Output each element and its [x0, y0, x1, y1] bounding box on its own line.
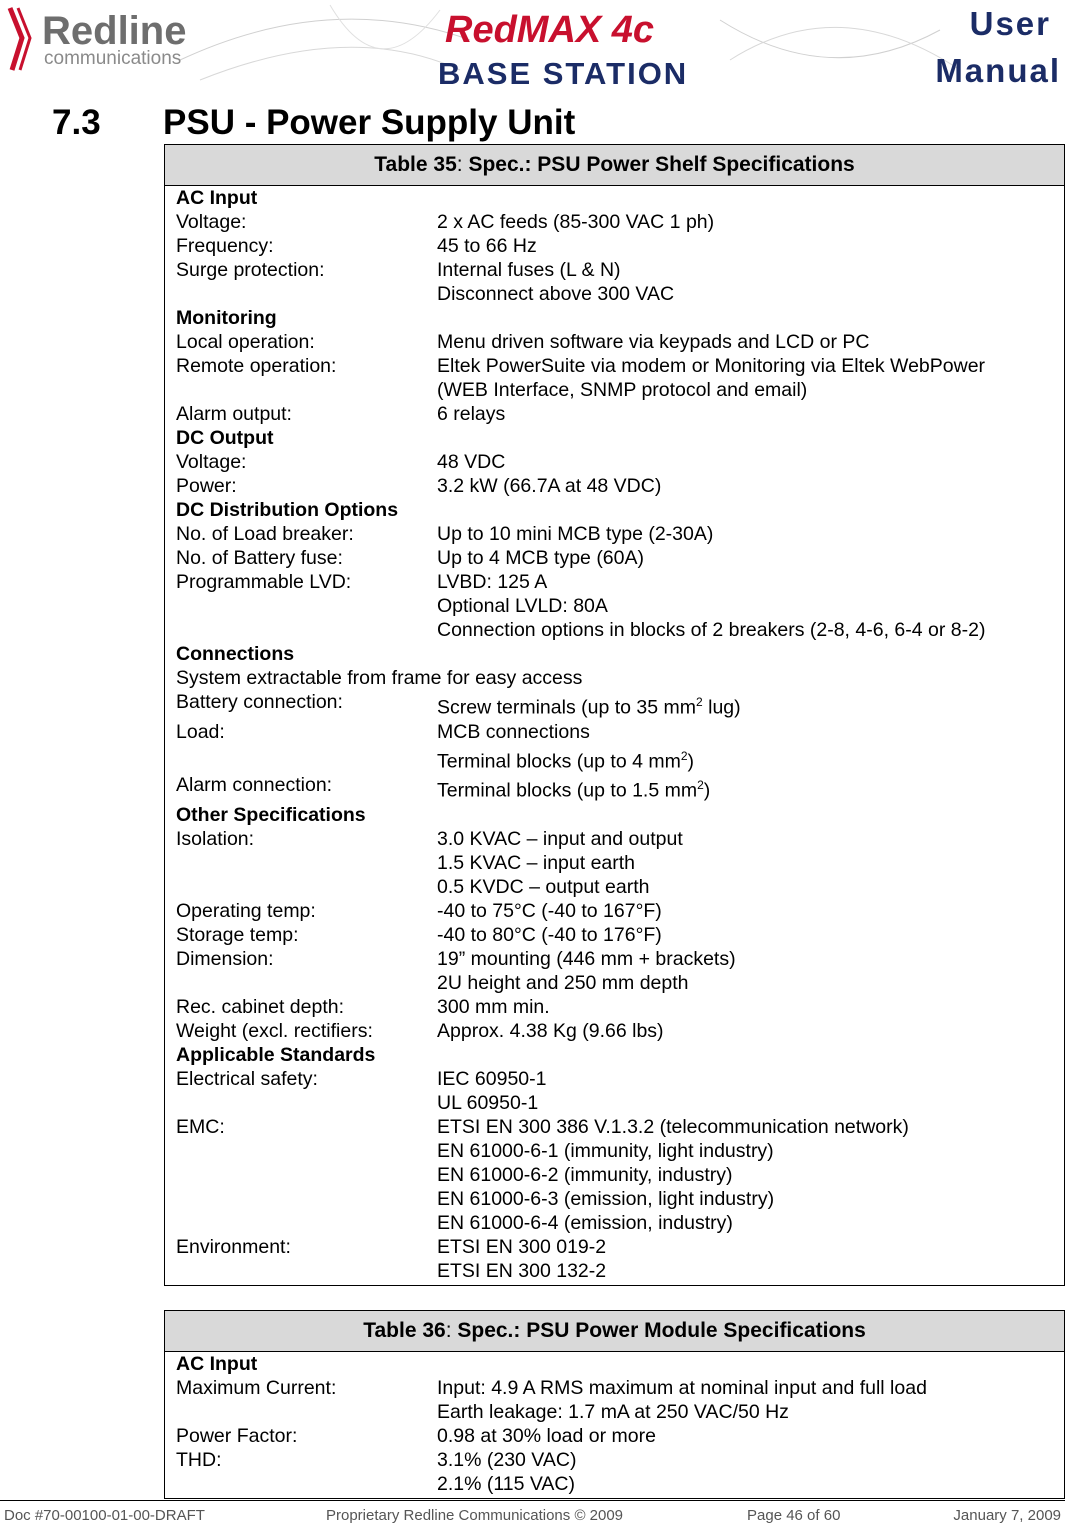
redline-logo [4, 2, 214, 79]
spec-value: Approx. 4.38 Kg (9.66 lbs) [437, 1019, 664, 1042]
spec-value: 0.5 KVDC – output earth [437, 875, 650, 898]
spec-value-text: Terminal blocks (up to 1.5 mm [437, 779, 698, 802]
psu-power-module-spec-table [164, 1310, 1065, 1499]
spec-value-superscript: 2 [680, 748, 688, 763]
page-header [0, 0, 1065, 100]
spec-label: EMC: [176, 1115, 225, 1138]
spec-row [176, 947, 1064, 971]
spec-row [176, 1376, 1064, 1400]
psu-power-shelf-spec-table [164, 144, 1065, 1286]
spec-row [176, 330, 1064, 354]
table-caption-separator: : [456, 153, 463, 176]
spec-label [176, 1139, 437, 1163]
spec-value: 19” mounting (446 mm + brackets) [437, 947, 736, 970]
spec-value: MCB connections [437, 720, 590, 743]
redline-logo-subtext: communications [44, 48, 182, 69]
spec-value: 3.0 KVAC – input and output [437, 827, 683, 850]
spec-label [176, 1091, 437, 1115]
spec-value: EN 61000-6-4 (emission, industry) [437, 1211, 733, 1234]
spec-value: Up to 10 mini MCB type (2-30A) [437, 523, 714, 545]
spec-value: IEC 60950-1 [437, 1067, 547, 1090]
spec-value: 48 VDC [437, 451, 506, 473]
spec-label: No. of Battery fuse: [176, 547, 343, 569]
spec-row [176, 258, 1064, 282]
table-title: Spec.: PSU Power Module Specifications [451, 1319, 866, 1342]
table-body [165, 1352, 1064, 1498]
spec-value: 300 mm min. [437, 995, 550, 1018]
spec-label: Frequency: [176, 235, 274, 257]
spec-value: 3.1% (230 VAC) [437, 1449, 577, 1471]
spec-value: 0.98 at 30% load or more [437, 1425, 656, 1447]
table-title: Spec.: PSU Power Shelf Specifications [462, 153, 855, 176]
spec-label: Weight (excl. rectifiers: [176, 1019, 373, 1042]
spec-row [176, 1115, 1064, 1139]
spec-value: -40 to 80°C (-40 to 176°F) [437, 923, 662, 946]
spec-value [437, 690, 1064, 720]
spec-row [176, 971, 1064, 995]
spec-label: Voltage: [176, 451, 247, 473]
spec-value: 2.1% (115 VAC) [437, 1473, 576, 1495]
spec-row [176, 594, 1064, 618]
spec-label: Dimension: [176, 947, 274, 970]
spec-label: Environment: [176, 1235, 291, 1258]
page-footer [0, 1500, 1065, 1524]
spec-label [176, 744, 437, 774]
spec-label: Programmable LVD: [176, 571, 352, 593]
spec-value: (WEB Interface, SNMP protocol and email) [437, 379, 808, 401]
spec-value-superscript: 2 [697, 778, 704, 792]
footer-doc-id: Doc #70-00100-01-00-DRAFT [4, 1507, 205, 1524]
spec-row [176, 1235, 1064, 1259]
spec-row [176, 1091, 1064, 1115]
doc-type-line1: User [969, 5, 1051, 42]
spec-label: Power: [176, 475, 237, 497]
spec-note: System extractable from frame for easy access [176, 667, 583, 689]
spec-value: 6 relays [437, 403, 506, 425]
spec-value-text: ) [687, 750, 695, 772]
footer-page-number: Page 46 of 60 [747, 1507, 841, 1524]
spec-label: Voltage: [176, 211, 247, 233]
spec-row [176, 773, 1064, 803]
product-subtitle: BASE STATION [438, 56, 689, 91]
spec-label: Maximum Current: [176, 1377, 337, 1399]
spec-row [176, 1448, 1064, 1472]
spec-value: 2U height and 250 mm depth [437, 971, 689, 994]
spec-value: Eltek PowerSuite via modem or Monitoring via Eltek WebPower [437, 355, 986, 377]
doc-type-line2: Manual [935, 52, 1061, 89]
spec-row [176, 1139, 1064, 1163]
spec-row [176, 402, 1064, 426]
spec-row [176, 1472, 1064, 1496]
spec-row [176, 995, 1064, 1019]
table-label: Table 35 [374, 153, 457, 176]
spec-value-text: Terminal blocks (up to 4 mm [437, 750, 681, 772]
spec-value: 3.2 kW (66.7A at 48 VDC) [437, 475, 662, 497]
spec-value: UL 60950-1 [437, 1091, 539, 1114]
spec-row [176, 875, 1064, 899]
table-caption [165, 145, 1064, 186]
spec-label: Alarm connection: [176, 774, 333, 796]
spec-value: 45 to 66 Hz [437, 235, 537, 257]
spec-row [176, 354, 1064, 378]
spec-value: LVBD: 125 A [437, 571, 548, 593]
spec-section-heading: AC Input [176, 1353, 258, 1375]
spec-row [176, 1400, 1064, 1424]
spec-row [176, 378, 1064, 402]
spec-row [176, 690, 1064, 720]
spec-label: Storage temp: [176, 923, 299, 946]
footer-date: January 7, 2009 [953, 1507, 1061, 1524]
spec-section-heading: DC Output [176, 427, 274, 449]
spec-value: EN 61000-6-2 (immunity, industry) [437, 1163, 733, 1186]
spec-row [176, 210, 1064, 234]
spec-row [176, 827, 1064, 851]
spec-section-heading: Connections [176, 643, 295, 665]
spec-value: ETSI EN 300 386 V.1.3.2 (telecommunication network) [437, 1115, 909, 1138]
spec-value: Connection options in blocks of 2 breakers (2-8, 4-6, 6-4 or 8-2) [437, 619, 986, 641]
spec-value-text: lug) [702, 696, 741, 719]
spec-label [176, 282, 437, 306]
spec-label: Power Factor: [176, 1425, 298, 1447]
spec-value: EN 61000-6-1 (immunity, light industry) [437, 1139, 774, 1162]
spec-value: Disconnect above 300 VAC [437, 283, 675, 305]
spec-value [437, 773, 1064, 803]
spec-value: ETSI EN 300 132-2 [437, 1259, 607, 1282]
spec-label [176, 618, 437, 642]
spec-label: THD: [176, 1449, 222, 1471]
spec-value: Earth leakage: 1.7 mA at 250 VAC/50 Hz [437, 1401, 789, 1423]
spec-label [176, 594, 437, 618]
spec-row [176, 618, 1064, 642]
redmax-logo [445, 4, 715, 57]
spec-row [176, 570, 1064, 594]
spec-row [176, 1424, 1064, 1448]
spec-value: 2 x AC feeds (85-300 VAC 1 ph) [437, 211, 715, 233]
spec-row [176, 851, 1064, 875]
spec-value: Optional LVLD: 80A [437, 595, 608, 617]
table-caption-separator: : [445, 1319, 452, 1342]
footer-copyright: Proprietary Redline Communications © 2009 [326, 1507, 624, 1524]
section-number: 7.3 [52, 103, 101, 142]
spec-label [176, 1400, 437, 1424]
spec-label [176, 1472, 437, 1496]
spec-row [176, 1211, 1064, 1235]
spec-row [176, 1187, 1064, 1211]
spec-value: -40 to 75°C (-40 to 167°F) [437, 899, 662, 922]
spec-value: Menu driven software via keypads and LCD or PC [437, 331, 870, 353]
spec-row [176, 1259, 1064, 1283]
section-title: PSU - Power Supply Unit [163, 103, 576, 142]
spec-row [176, 474, 1064, 498]
spec-label: Remote operation: [176, 355, 337, 377]
spec-label [176, 378, 437, 402]
spec-label [176, 875, 437, 899]
spec-row [176, 522, 1064, 546]
spec-row [176, 1163, 1064, 1187]
spec-section-heading: Other Specifications [176, 803, 366, 826]
spec-value: Up to 4 MCB type (60A) [437, 547, 644, 569]
spec-label: Alarm output: [176, 403, 292, 425]
spec-value: Input: 4.9 A RMS maximum at nominal input and full load [437, 1377, 927, 1399]
spec-label [176, 1259, 437, 1283]
spec-row [176, 282, 1064, 306]
spec-value [437, 744, 1064, 774]
spec-value-text: Screw terminals (up to 35 mm [437, 696, 696, 719]
spec-row [176, 899, 1064, 923]
spec-section-heading: AC Input [176, 187, 258, 209]
table-caption [165, 1311, 1064, 1352]
spec-label [176, 851, 437, 875]
spec-section-heading: Applicable Standards [176, 1043, 376, 1066]
spec-value: EN 61000-6-3 (emission, light industry) [437, 1187, 775, 1210]
spec-value-text: ) [703, 779, 711, 802]
spec-label: Battery connection: [176, 691, 343, 713]
spec-label: Local operation: [176, 331, 315, 353]
spec-label [176, 1163, 437, 1187]
spec-label: Isolation: [176, 827, 255, 850]
spec-label [176, 1187, 437, 1211]
spec-row [176, 546, 1064, 570]
spec-row [176, 234, 1064, 258]
spec-row [176, 923, 1064, 947]
spec-row [176, 450, 1064, 474]
spec-label [176, 971, 437, 995]
spec-label: Rec. cabinet depth: [176, 995, 345, 1018]
spec-label: Operating temp: [176, 899, 316, 922]
spec-value: ETSI EN 300 019-2 [437, 1235, 607, 1258]
spec-label [176, 1211, 437, 1235]
spec-value: Internal fuses (L & N) [437, 259, 621, 281]
spec-row [176, 744, 1064, 774]
spec-value: 1.5 KVAC – input earth [437, 851, 636, 874]
spec-row [176, 1067, 1064, 1091]
spec-label: Load: [176, 720, 225, 743]
spec-label: Electrical safety: [176, 1067, 318, 1090]
table-label: Table 36 [363, 1319, 446, 1342]
section-heading [52, 103, 575, 143]
redline-logo-text: Redline [42, 9, 187, 53]
spec-row [176, 1019, 1064, 1043]
spec-row [176, 720, 1064, 744]
spec-label: No. of Load breaker: [176, 523, 354, 545]
table-body [165, 186, 1064, 1285]
spec-section-heading: DC Distribution Options [176, 499, 399, 521]
spec-section-heading: Monitoring [176, 307, 277, 329]
spec-label: Surge protection: [176, 259, 325, 281]
redmax-logo-text: RedMAX 4c [445, 9, 655, 51]
spec-value-superscript: 2 [696, 695, 703, 709]
